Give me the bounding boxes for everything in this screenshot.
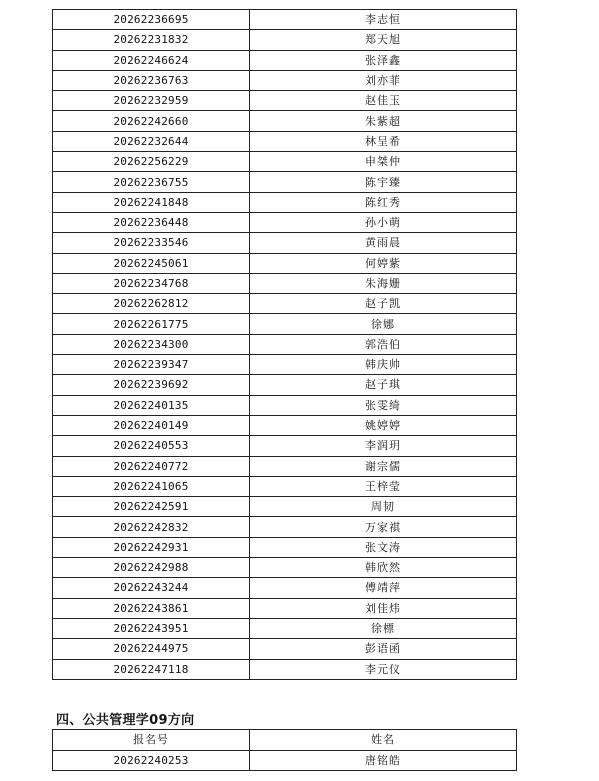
table-row [53,395,517,415]
registration-number-cell: 20262243861 [53,598,250,618]
name-cell: 张泽鑫 [250,50,517,70]
name-cell: 黄雨晨 [250,233,517,253]
registration-number-cell: 20262236763 [53,70,250,90]
name-cell: 刘佳炜 [250,598,517,618]
section4-table [52,729,517,771]
registration-number-cell: 20262243951 [53,618,250,638]
name-cell: 朱紫超 [250,111,517,131]
name-cell: 徐娜 [250,314,517,334]
name-cell: 韩欣然 [250,558,517,578]
table-row [53,294,517,314]
name-cell: 张文涛 [250,537,517,557]
registration-number-cell: 20262241848 [53,192,250,212]
table-row [53,314,517,334]
table-row [53,50,517,70]
registration-number-cell: 20262242931 [53,537,250,557]
registration-number-cell: 20262240553 [53,436,250,456]
name-cell: 陈宇臻 [250,172,517,192]
name-cell: 周韧 [250,497,517,517]
registration-number-cell: 20262236755 [53,172,250,192]
table-row [53,10,517,30]
registration-number-cell: 20262233546 [53,233,250,253]
registration-number-cell: 20262262812 [53,294,250,314]
table-row [53,537,517,557]
registration-number-cell: 20262232959 [53,91,250,111]
registration-number-cell: 20262245061 [53,253,250,273]
registration-number-cell: 20262247118 [53,659,250,679]
table-row [53,212,517,232]
table-row [53,152,517,172]
header-name: 姓名 [250,730,517,751]
registration-number-cell: 20262240135 [53,395,250,415]
section4-table-body [53,750,517,771]
candidate-table [52,9,517,680]
name-cell: 韩庆帅 [250,355,517,375]
table-row [53,659,517,679]
table-row [53,476,517,496]
name-cell: 王梓莹 [250,476,517,496]
registration-number-cell: 20262241065 [53,476,250,496]
table-row [53,750,517,771]
registration-number-cell: 20262242988 [53,558,250,578]
name-cell: 赵子琪 [250,375,517,395]
table-row [53,111,517,131]
registration-number-cell: 20262244975 [53,639,250,659]
name-cell: 何婷紫 [250,253,517,273]
table-row [53,273,517,293]
registration-number-cell: 20262246624 [53,50,250,70]
name-cell: 姚婷婷 [250,415,517,435]
registration-number-cell: 20262240253 [53,750,250,771]
registration-number-cell: 20262236695 [53,10,250,30]
table-row [53,253,517,273]
table-row [53,558,517,578]
registration-number-cell: 20262242591 [53,497,250,517]
name-cell: 傅靖萍 [250,578,517,598]
name-cell: 朱海姗 [250,273,517,293]
table-row [53,131,517,151]
table-row [53,415,517,435]
name-cell: 刘亦菲 [250,70,517,90]
section-heading: 四、公共管理学09方向 [56,713,195,728]
table-row [53,517,517,537]
registration-number-cell: 20262231832 [53,30,250,50]
name-cell: 李志恒 [250,10,517,30]
table-row [53,578,517,598]
registration-number-cell: 20262232644 [53,131,250,151]
name-cell: 孙小萌 [250,212,517,232]
candidate-table-body [53,10,517,680]
name-cell: 林呈希 [250,131,517,151]
registration-number-cell: 20262239692 [53,375,250,395]
registration-number-cell: 20262242660 [53,111,250,131]
table-row [53,70,517,90]
name-cell: 郭浩伯 [250,334,517,354]
table-row [53,355,517,375]
table-row [53,91,517,111]
table-row [53,172,517,192]
name-cell: 唐铭皓 [250,750,517,771]
registration-number-cell: 20262240149 [53,415,250,435]
name-cell: 赵佳玉 [250,91,517,111]
registration-number-cell: 20262243244 [53,578,250,598]
registration-number-cell: 20262234300 [53,334,250,354]
name-cell: 张雯绮 [250,395,517,415]
name-cell: 赵子凯 [250,294,517,314]
name-cell: 陈红秀 [250,192,517,212]
registration-number-cell: 20262239347 [53,355,250,375]
registration-number-cell: 20262240772 [53,456,250,476]
table-row [53,436,517,456]
registration-number-cell: 20262234768 [53,273,250,293]
table-row [53,618,517,638]
table-row [53,375,517,395]
name-cell: 万家祺 [250,517,517,537]
table-row [53,456,517,476]
table-row [53,192,517,212]
registration-number-cell: 20262236448 [53,212,250,232]
name-cell: 申桀仲 [250,152,517,172]
registration-number-cell: 20262256229 [53,152,250,172]
table-row [53,233,517,253]
table-row [53,497,517,517]
registration-number-cell: 20262261775 [53,314,250,334]
name-cell: 彭语函 [250,639,517,659]
table-row [53,30,517,50]
name-cell: 李元仪 [250,659,517,679]
registration-number-cell: 20262242832 [53,517,250,537]
name-cell: 徐標 [250,618,517,638]
name-cell: 谢宗儒 [250,456,517,476]
table-row [53,639,517,659]
table-header-row [53,730,517,751]
table-row [53,334,517,354]
name-cell: 郑天旭 [250,30,517,50]
table-row [53,598,517,618]
name-cell: 李润玥 [250,436,517,456]
header-registration-number: 报名号 [53,730,250,751]
